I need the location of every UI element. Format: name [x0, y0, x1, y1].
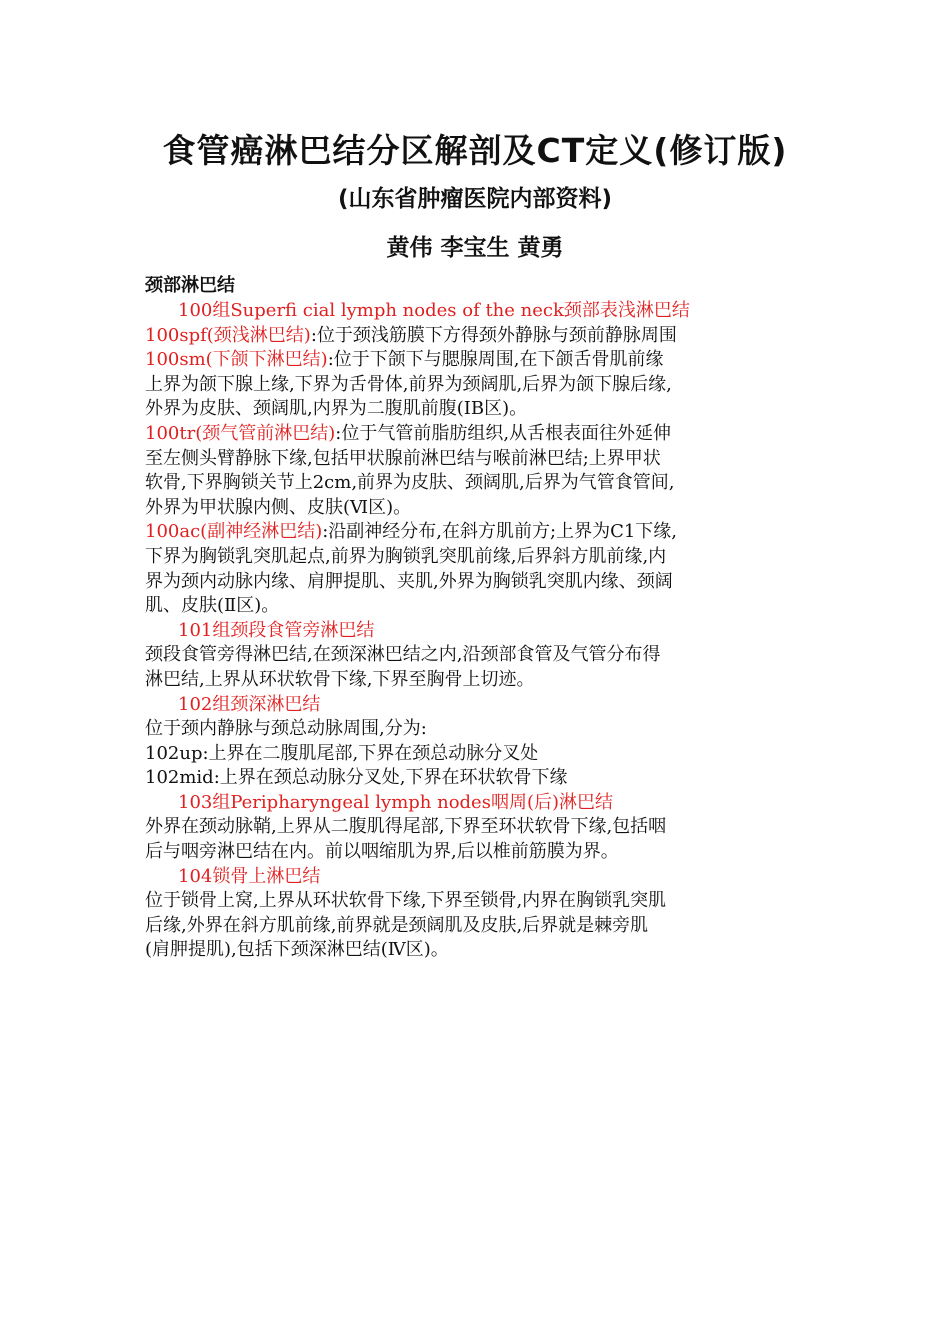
- line-text: 软骨,下界胸锁关节上2cm,前界为皮肤、颈阔肌,后界为气管食管间,: [145, 472, 675, 494]
- line-text: :位于颈浅筋膜下方得颈外静脉与颈前静脉周围: [310, 324, 677, 346]
- group-heading: [145, 791, 813, 816]
- body-line: [145, 938, 813, 963]
- body-line: [145, 840, 813, 865]
- highlight-text: 100spf(颈浅淋巴结): [145, 324, 311, 346]
- group-heading: [145, 865, 813, 890]
- line-text: 外界为皮肤、颈阔肌,内界为二腹肌前腹(ⅠB区)。: [145, 398, 528, 420]
- highlight-text: 100tr(颈气管前淋巴结): [145, 422, 336, 444]
- body-line: [145, 717, 813, 742]
- body-line: [145, 570, 813, 595]
- line-text: 外界为甲状腺内侧、皮肤(Ⅵ区)。: [145, 496, 412, 518]
- highlight-text: 100ac(副神经淋巴结): [145, 521, 323, 543]
- document-subtitle: (山东省肿瘤医院内部资料): [337, 186, 613, 212]
- body-line: [145, 496, 813, 521]
- line-text: 位于锁骨上窝,上界从环状软骨下缘,下界至锁骨,内界在胸锁乳突肌: [145, 890, 667, 912]
- highlight-text: 100组Superfi cial lymph nodes of the neck颈部表浅淋巴结: [178, 300, 690, 321]
- body-line: [145, 447, 813, 472]
- line-text: 下界为胸锁乳突肌起点,前界为胸锁乳突肌前缘,后界斜方肌前缘,内: [145, 545, 667, 567]
- body-line: [145, 742, 813, 767]
- body-line: [145, 324, 813, 349]
- body-line: [145, 766, 813, 791]
- highlight-text: 102组颈深淋巴结: [178, 693, 321, 715]
- line-text: :位于气管前脂肪组织,从舌根表面往外延伸: [335, 422, 672, 444]
- document-title: 食管癌淋巴结分区解剖及CT定义(修订版): [162, 131, 788, 170]
- line-text: 后缘,外界在斜方肌前缘,前界就是颈阔肌及皮肤,后界就是棘旁肌: [145, 914, 649, 936]
- body-line: [145, 643, 813, 668]
- document-authors: 黄伟 李宝生 黄勇: [386, 235, 564, 261]
- line-text: 上界为颌下腺上缘,下界为舌骨体,前界为颈阔肌,后界为颌下腺后缘,: [145, 373, 672, 395]
- body-line: [145, 397, 813, 422]
- line-text: :位于下颌下与腮腺周围,在下颌舌骨肌前缘: [327, 349, 664, 371]
- body-line: [145, 668, 813, 693]
- body-line: [145, 348, 813, 373]
- line-text: 外界在颈动脉鞘,上界从二腹肌得尾部,下界至环状软骨下缘,包括咽: [145, 816, 667, 838]
- line-text: :沿副神经分布,在斜方肌前方;上界为C1下缘,: [322, 521, 678, 543]
- document-body: [145, 273, 813, 963]
- line-text: 界为颈内动脉内缘、肩胛提肌、夹肌,外界为胸锁乳突肌内缘、颈阔: [145, 570, 673, 592]
- body-line: [145, 422, 813, 447]
- group-heading: [145, 693, 813, 718]
- highlight-text: 101组颈段食管旁淋巴结: [178, 619, 375, 641]
- line-text: 肌、皮肤(Ⅱ区)。: [145, 595, 280, 617]
- line-text: 位于颈内静脉与颈总动脉周围,分为:: [145, 718, 427, 740]
- body-line: [145, 520, 813, 545]
- highlight-text: 100sm(下颌下淋巴结): [145, 349, 328, 371]
- body-line: [145, 373, 813, 398]
- group-heading: [145, 299, 813, 324]
- line-text: 后与咽旁淋巴结在内。前以咽缩肌为界,后以椎前筋膜为界。: [145, 841, 619, 863]
- line-text: 至左侧头臂静脉下缘,包括甲状腺前淋巴结与喉前淋巴结;上界甲状: [145, 447, 661, 469]
- body-line: [145, 815, 813, 840]
- body-line: [145, 889, 813, 914]
- body-line: [145, 914, 813, 939]
- body-line: [145, 545, 813, 570]
- group-heading: [145, 619, 813, 644]
- line-text: (肩胛提肌),包括下颈深淋巴结(Ⅳ区)。: [145, 939, 449, 961]
- line-text: 102mid:上界在颈总动脉分叉处,下界在环状软骨下缘: [145, 767, 568, 789]
- body-lines: [145, 299, 813, 963]
- section-heading: 颈部淋巴结: [145, 275, 235, 296]
- line-text: 102up:上界在二腹肌尾部,下界在颈总动脉分叉处: [145, 742, 539, 764]
- body-line: [145, 471, 813, 496]
- highlight-text: 103组Peripharyngeal lymph nodes咽周(后)淋巴结: [178, 791, 613, 813]
- line-text: 颈段食管旁得淋巴结,在颈深淋巴结之内,沿颈部食管及气管分布得: [145, 644, 661, 666]
- line-text: 淋巴结,上界从环状软骨下缘,下界至胸骨上切迹。: [145, 668, 535, 690]
- body-line: [145, 594, 813, 619]
- highlight-text: 104锁骨上淋巴结: [178, 865, 321, 887]
